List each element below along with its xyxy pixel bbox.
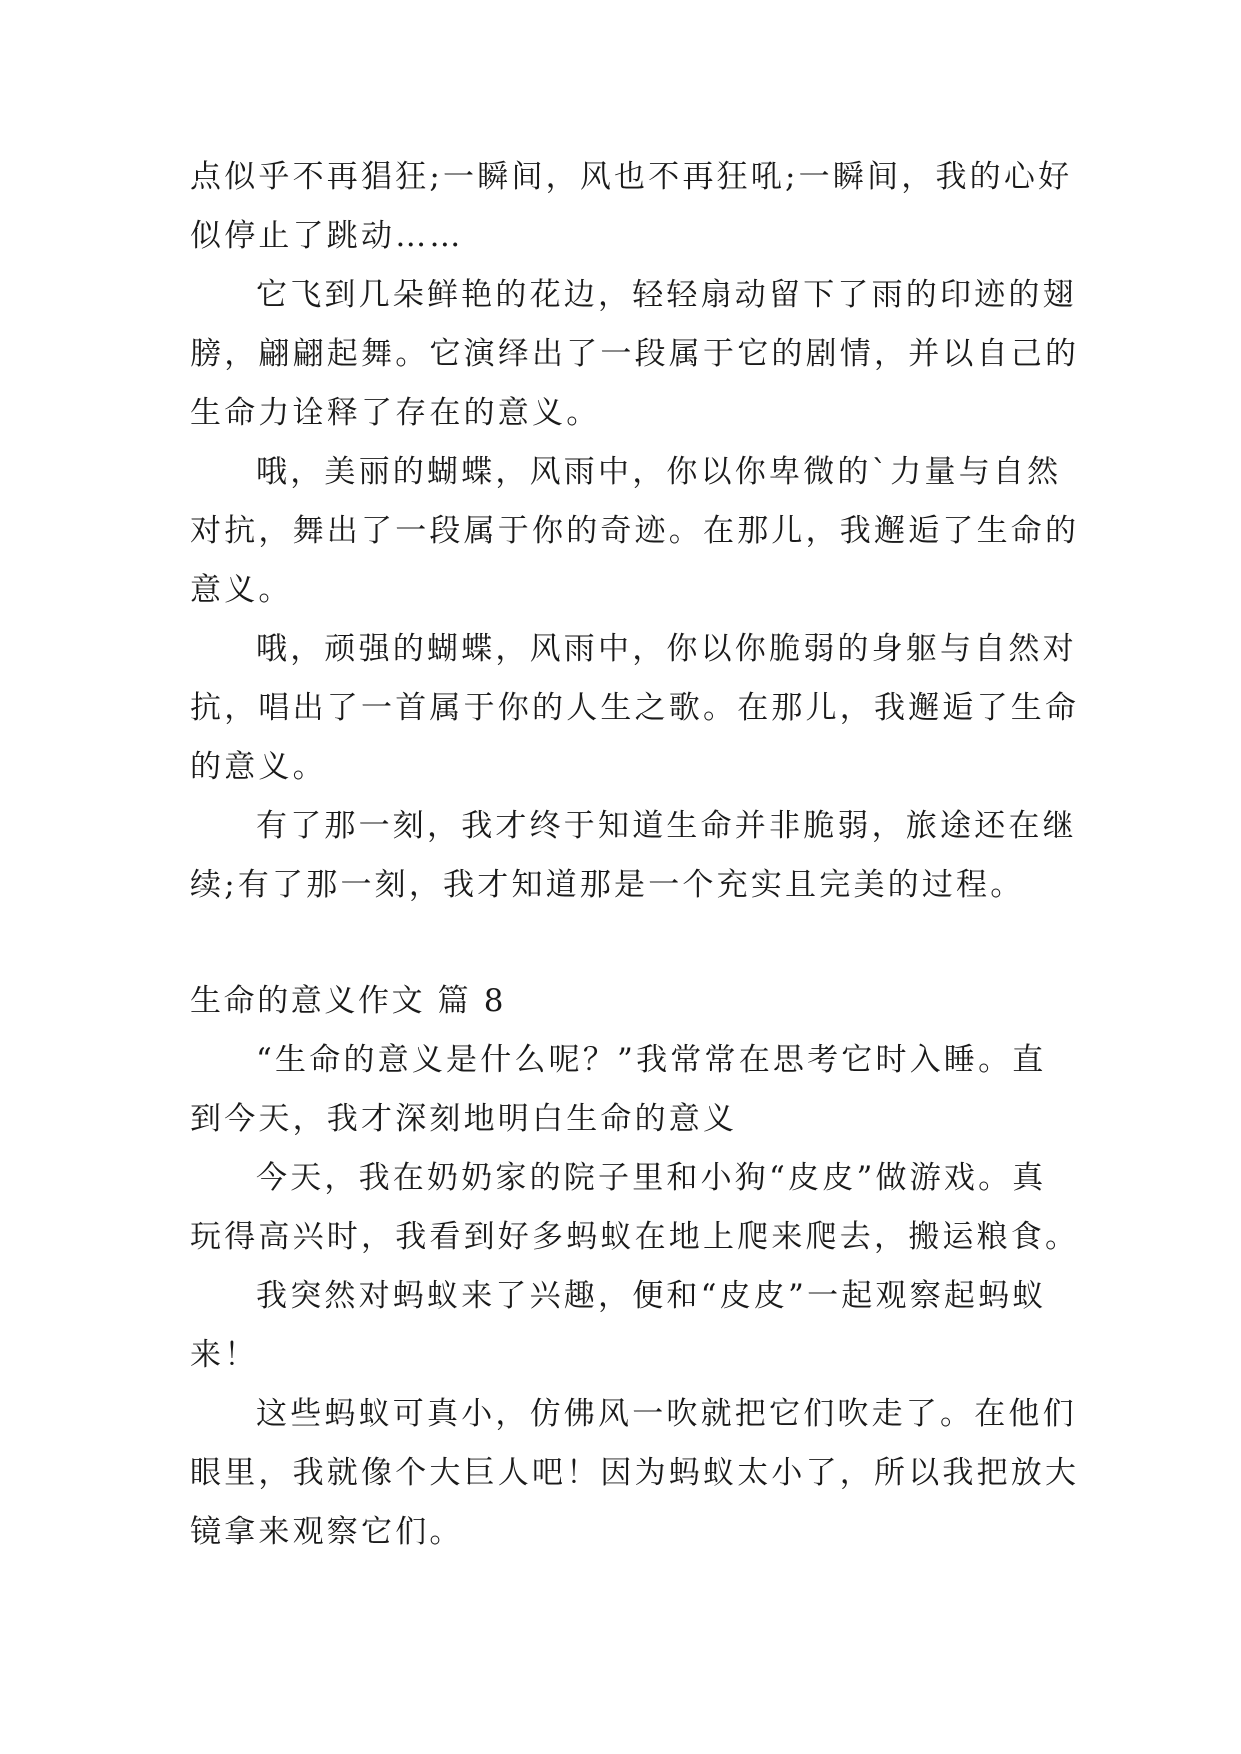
text-line: 似停止了跳动……: [190, 218, 464, 254]
paragraph: [190, 1149, 1080, 1267]
text-line: 对抗，舞出了一段属于你的奇迹。在那儿，我邂逅了生命的: [190, 513, 1080, 549]
document-page: [190, 148, 1080, 1562]
text-line: 这些蚂蚁可真小，仿佛风一吹就把它们吹走了。在他们: [256, 1396, 1077, 1432]
text-line: 到今天，我才深刻地明白生命的意义: [190, 1101, 738, 1137]
text-line: 它飞到几朵鲜艳的花边，轻轻扇动留下了雨的印迹的翅: [256, 277, 1077, 313]
text-line: 生命力诠释了存在的意义。: [190, 395, 601, 431]
text-line: “生命的意义是什么呢？”我常常在思考它时入睡。直: [256, 1042, 1047, 1078]
text-line: 哦，美丽的蝴蝶，风雨中，你以你卑微的`力量与自然: [256, 454, 1062, 490]
text-line: 的意义。: [190, 749, 327, 785]
text-line: 膀，翩翩起舞。它演绎出了一段属于它的剧情，并以自己的: [190, 336, 1080, 372]
text-line: 我突然对蚂蚁来了兴趣，便和“皮皮”一起观察起蚂蚁: [256, 1278, 1047, 1314]
section-title: 生命的意义作文 篇 8: [190, 983, 507, 1019]
paragraph: [190, 1267, 1070, 1385]
text-line: 意义。: [190, 572, 293, 608]
paragraph: [190, 620, 1080, 797]
text-line: 抗，唱出了一首属于你的人生之歌。在那儿，我邂逅了生命: [190, 690, 1080, 726]
text-line: 镜拿来观察它们。: [190, 1514, 464, 1550]
text-line: 哦，顽强的蝴蝶，风雨中，你以你脆弱的身躯与自然对: [256, 631, 1077, 667]
text-line: 今天，我在奶奶家的院子里和小狗“皮皮”做游戏。真: [256, 1160, 1047, 1196]
paragraph: [190, 797, 1077, 915]
paragraph: [190, 443, 1080, 620]
text-line: 眼里，我就像个大巨人吧！因为蚂蚁太小了，所以我把放大: [190, 1455, 1080, 1491]
text-line: 续;有了那一刻，我才知道那是一个充实且完美的过程。: [190, 867, 1025, 903]
continued-paragraph: [190, 148, 1073, 266]
text-line: 有了那一刻，我才终于知道生命并非脆弱，旅途还在继: [256, 808, 1077, 844]
text-line: 来！: [190, 1337, 259, 1373]
text-line: 玩得高兴时，我看到好多蚂蚁在地上爬来爬去，搬运粮食。: [190, 1219, 1080, 1255]
paragraph: [190, 1385, 1080, 1562]
paragraph: [190, 266, 1080, 443]
paragraph: [190, 1031, 1070, 1149]
text-line: 点似乎不再猖狂;一瞬间，风也不再狂吼;一瞬间，我的心好: [190, 159, 1073, 195]
